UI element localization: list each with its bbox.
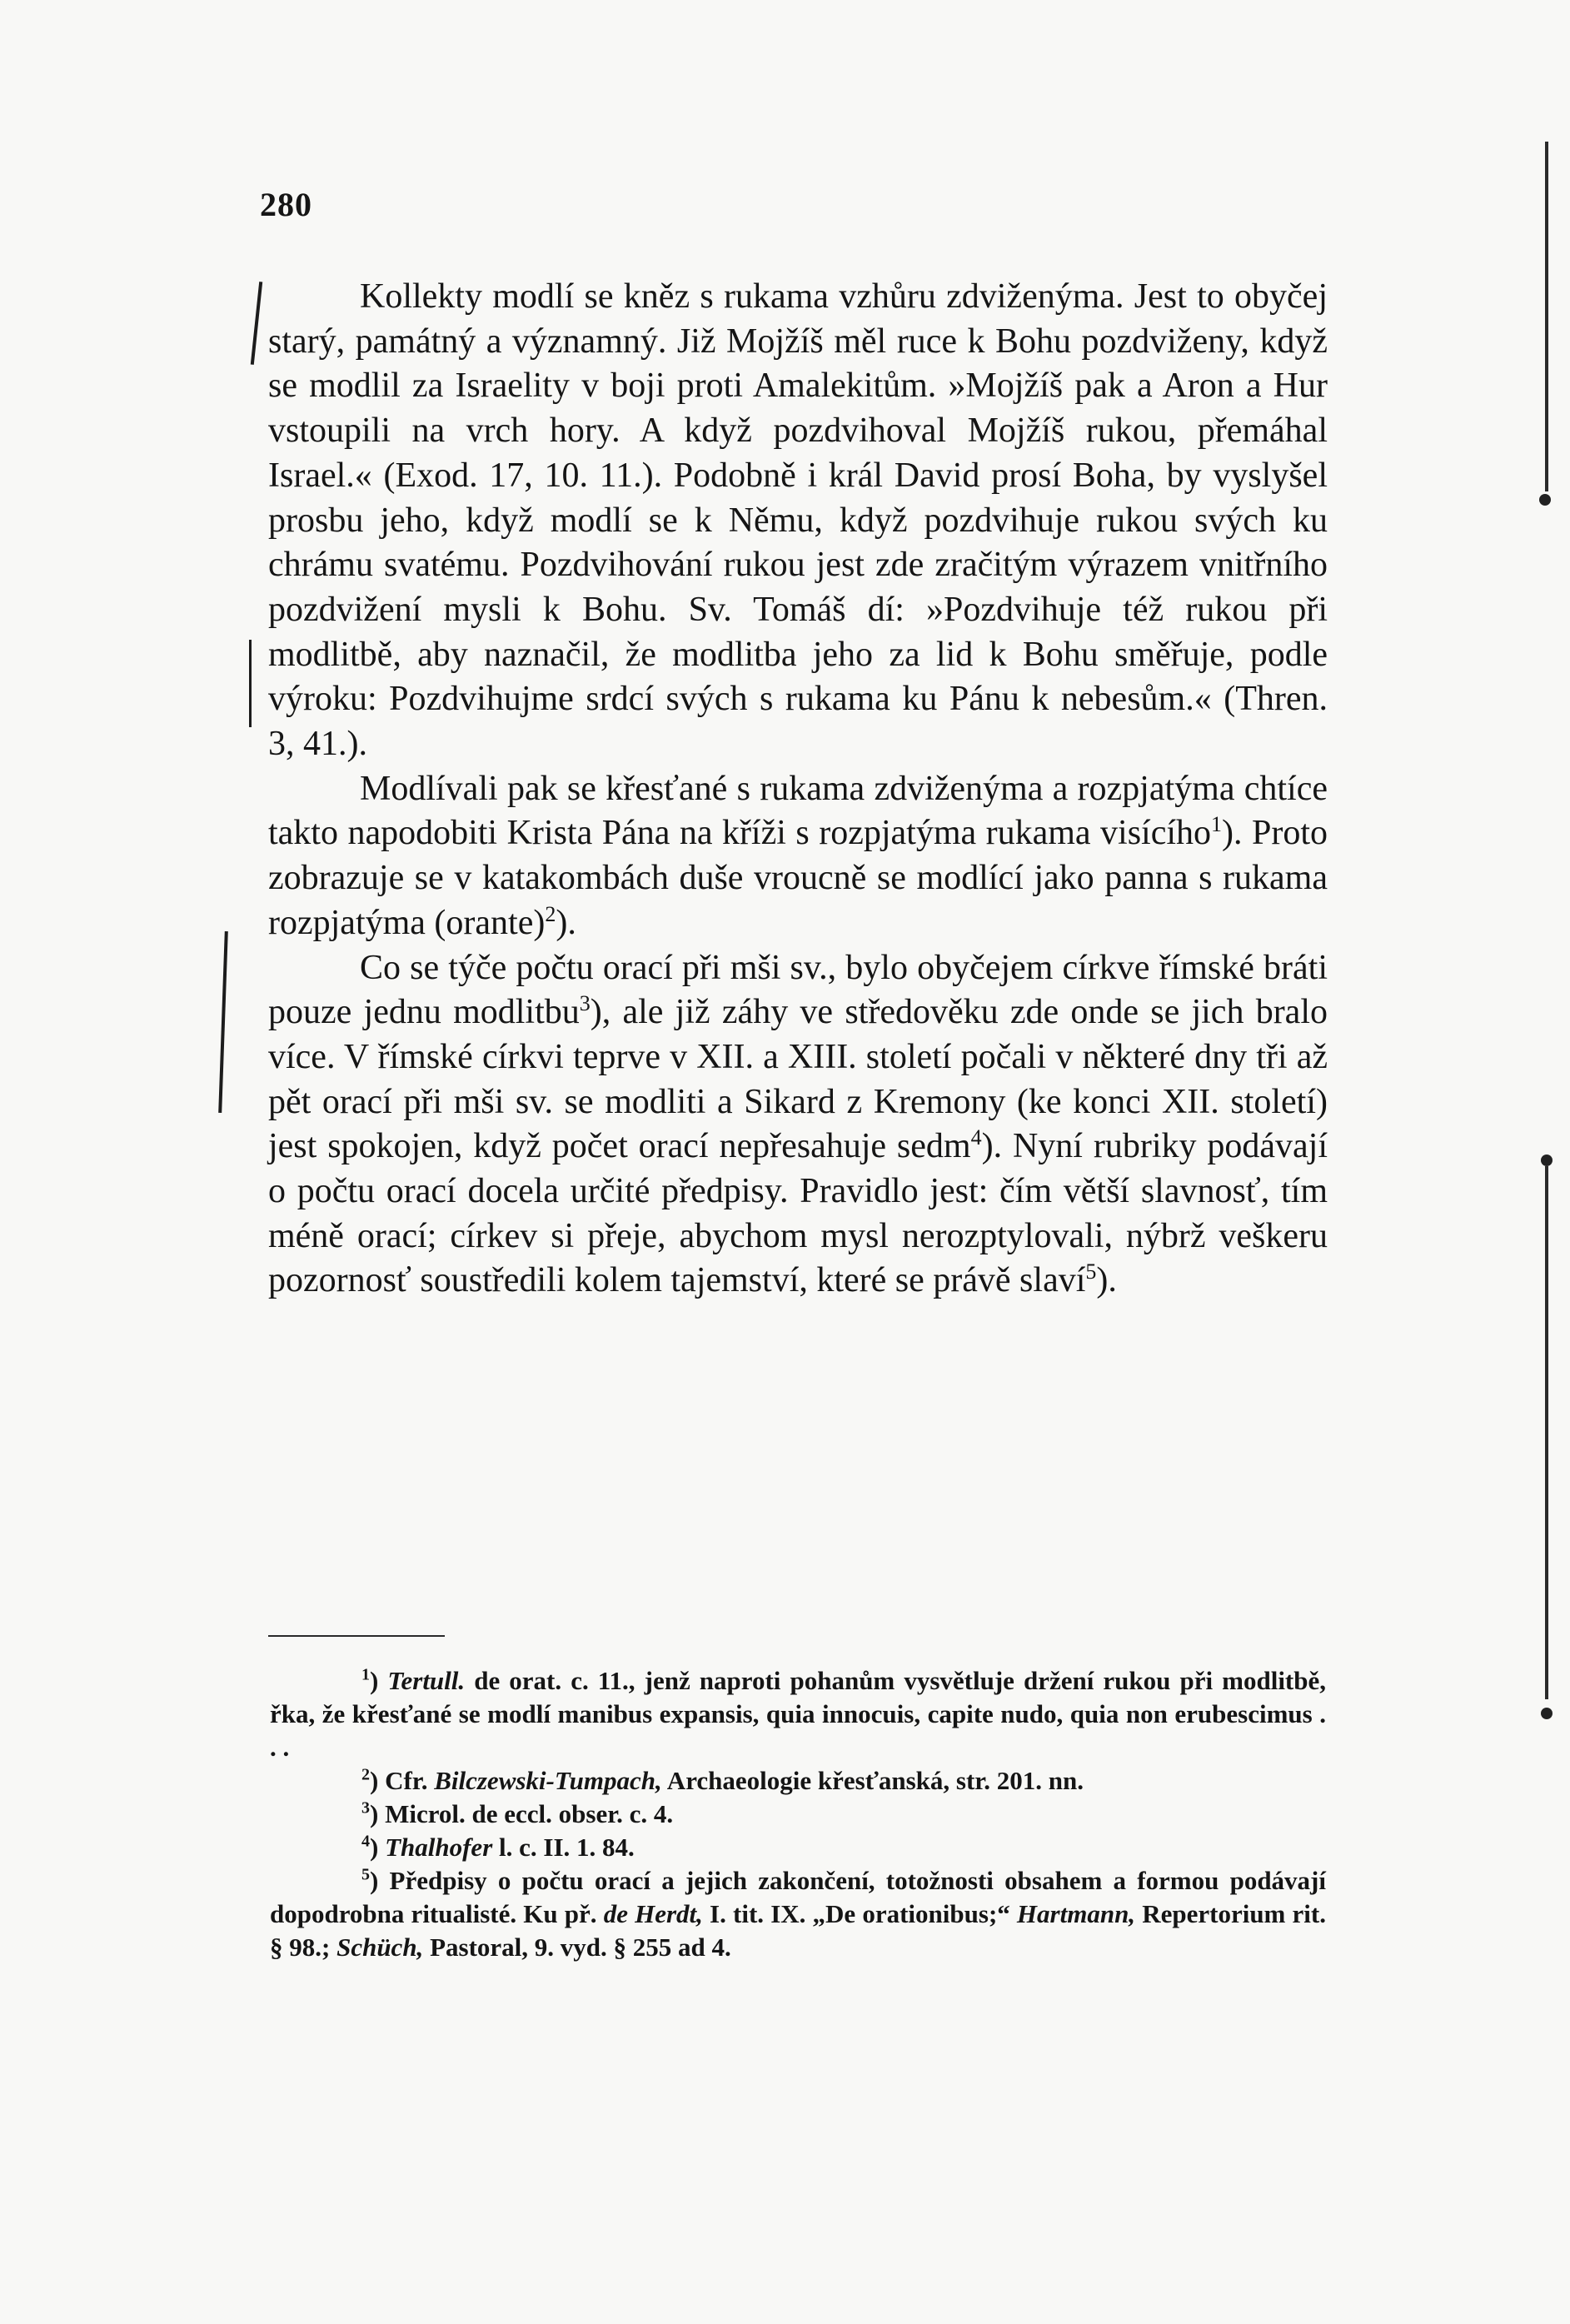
paragraph-2: Modlívali pak se křesťané s rukama zdviženýma a rozpjatýma chtíce takto napodobiti Krista Pána na kříži s rozpjatýma rukama visícího$^1$). Proto zobrazuje se v katakombách duše vroucně se modlící jako panna s rukama rozpjatýma (orante)$^2$). [268,769,1328,942]
margin-mark-lower [218,931,228,1113]
margin-mark-middle [249,640,252,727]
scan-artifact-dot [1541,1708,1553,1719]
note-ref[interactable]: 2 [545,901,556,926]
main-text [268,275,1328,1304]
note-ref[interactable]: 5 [1085,1259,1097,1284]
page-number: 280 [260,186,312,223]
scan-edge-line [1545,142,1548,491]
scan-edge-line [1545,1166,1548,1699]
scan-artifact-dot [1541,1155,1553,1166]
footnotes [270,1664,1326,1964]
note-ref[interactable]: 4 [970,1125,982,1150]
footnote-4: $^4$) Thalhofer l. c. II. 1. 84. [361,1832,635,1862]
footnote-3: $^3$) Microl. de eccl. obser. c. 4. [361,1798,674,1828]
footnote-separator [268,1635,445,1637]
note-ref[interactable]: 1 [1211,812,1223,837]
footnote-1: $^1$) Tertull. de orat. c. 11., jenž naproti pohanům vysvětluje držení rukou při modlitbě, řka, že křesťané se modlí manibus expansis, quia innocuis, capite nudo, quia non erubescimus . . . [270,1665,1327,1762]
footnote-2: $^2$) Cfr. Bilczewski-Tumpach, Archaeologie křesťanská, str. 201. nn. [361,1765,1084,1795]
scan-artifact-dot [1539,494,1551,506]
note-ref[interactable]: 3 [579,991,591,1016]
footnote-5: $^5$) Předpisy o počtu orací a jejich zakončení, totožnosti obsahem a formou podávají dopodrobna ritualisté. Ku př. de Herdt, I. tit. IX. „De orationibus;“ Hartmann, Repertorium rit. § 98.; Schüch, Pastoral, 9. vyd. § 255 ad 4. [270,1865,1326,1962]
paragraph-3: Co se týče počtu orací při mši sv., bylo obyčejem církve římské bráti pouze jednu modlitbu$^3$), ale již záhy ve středověku zde onde se jich bralo více. V římské církvi teprve v XII. a XIII. století počali v některé dny tři až pět orací při mši sv. se modliti a Sikard z Kremony (ke konci XII. století) jest spokojen, když počet orací nepřesahuje sedm$^4$). Nyní rubriky podávají o počtu orací docela určité předpisy. Pravidlo jest: čím větší slavnosť, tím méně orací; církev si přeje, abychom mysl nerozptylovali, nýbrž veškeru pozornosť soustředili kolem tajemství, které se právě slaví$^5$). [268,948,1328,1300]
margin-mark-top [251,282,262,365]
paragraph-1: Kollekty modlí se kněz s rukama vzhůru zdviženýma. Jest to obyčej starý, památný a významný. Již Mojžíš měl ruce k Bohu pozdviženy, když se modlil za Israelity v boji proti Amalekitům. »Mojžíš pak a Aron a Hur vstoupili na vrch hory. A když pozdvihoval Mojžíš rukou, přemáhal Israel.« (Exod. 17, 10. 11.). Podobně i král David prosí Boha, by vyslyšel prosbu jeho, když modlí se k Němu, když pozdvihuje rukou svých ku chrámu svatému. Pozdvihování rukou jest zde zračitým výrazem vnitřního pozdvižení mysli k Bohu. Sv. Tomáš dí: »Pozdvihuje též rukou při modlitbě, aby naznačil, že modlitba jeho za lid k Bohu směřuje, podle výroku: Pozdvihujme srdcí svých s rukama ku Pánu k nebesům.« (Thren. 3, 41.). [268,277,1328,764]
